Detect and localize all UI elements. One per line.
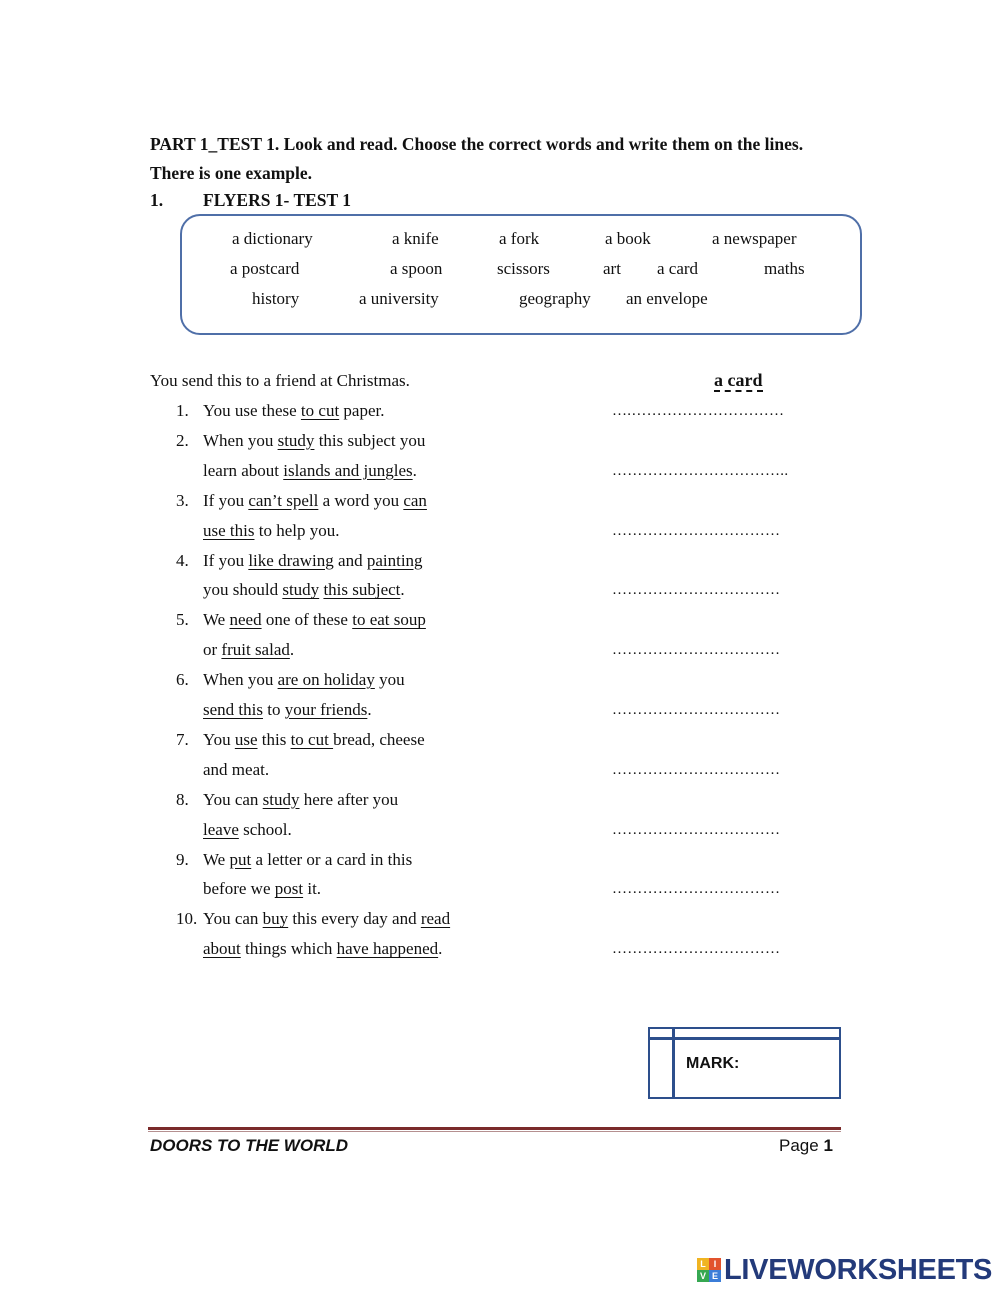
word-bank-item: a university	[359, 289, 439, 308]
question-number: 8.	[176, 789, 189, 809]
question-text: school.	[238, 819, 292, 839]
question-text-line	[203, 820, 292, 840]
question-text-line	[203, 431, 425, 451]
question-number: 10.	[176, 909, 198, 929]
question-text-line	[203, 401, 385, 421]
section-number: 1.	[150, 190, 164, 210]
question-text: things which	[240, 939, 337, 959]
question-number: 9.	[176, 849, 189, 869]
keyword-underlined: about	[203, 939, 241, 959]
keyword-underlined: have happened	[336, 939, 439, 959]
word-bank-item: art	[603, 259, 621, 278]
example-question: You send this to a friend at Christmas.	[150, 371, 410, 390]
question-text-line	[203, 850, 412, 870]
question-text-line	[203, 580, 405, 600]
question-text: bread, cheese	[333, 729, 425, 749]
question-text: .	[438, 939, 443, 959]
question-number: 6.	[176, 670, 189, 690]
liveworksheets-wordmark: LIVEWORKSHEETS	[724, 1253, 993, 1286]
keyword-underlined: this subject	[323, 580, 401, 600]
question-text-line	[203, 640, 294, 660]
keyword-underlined: use	[234, 729, 258, 749]
question-text: and meat.	[203, 759, 270, 779]
question-text: a letter or a card in this	[251, 849, 413, 869]
keyword-underlined: leave	[203, 819, 239, 839]
example-answer: a card	[714, 370, 763, 390]
question-text: .	[412, 460, 417, 480]
keyword-underlined: can’t spell	[248, 490, 319, 510]
keyword-underlined: send this	[203, 700, 263, 719]
keyword-underlined: are on holiday	[277, 670, 375, 690]
answer-blank[interactable]: ……………………………	[612, 761, 781, 778]
answer-blank[interactable]: ……………………………	[612, 941, 781, 958]
footer-title: DOORS TO THE WORLD	[150, 1136, 349, 1155]
question-text: You can	[203, 789, 263, 809]
liveworksheets-icon	[697, 1258, 721, 1282]
question-text: to help you.	[254, 520, 340, 540]
question-text-line	[203, 909, 450, 929]
word-bank-item: a book	[605, 229, 651, 248]
word-bank-item: a dictionary	[232, 229, 313, 248]
answer-blank[interactable]: ……………………………	[612, 522, 781, 539]
page-label: Page	[779, 1136, 819, 1155]
question-text-line	[203, 521, 339, 541]
keyword-underlined: fruit salad	[221, 640, 290, 660]
question-text: .	[367, 700, 372, 719]
question-number: 7.	[176, 729, 189, 749]
mark-box-top-rule	[650, 1037, 839, 1040]
answer-blank[interactable]: ……………………………	[612, 582, 781, 599]
question-number: 1.	[176, 401, 189, 420]
keyword-underlined: buy	[262, 909, 289, 929]
word-bank-item: a newspaper	[712, 229, 797, 248]
footer-rule-thin	[148, 1131, 841, 1132]
question-text-line	[203, 879, 321, 899]
question-text: If you	[203, 550, 249, 570]
keyword-underlined: to cut	[290, 729, 334, 749]
question-text: this	[257, 729, 291, 749]
keyword-underlined: study	[262, 789, 300, 809]
logo-tile: L	[697, 1258, 709, 1270]
keyword-underlined: painting	[366, 550, 423, 570]
question-text: You can	[203, 909, 263, 929]
keyword-underlined: study	[277, 430, 315, 450]
question-text: We	[203, 849, 230, 869]
question-text: to	[262, 700, 285, 719]
question-text: this subject you	[314, 430, 426, 450]
question-number: 5.	[176, 610, 189, 630]
question-text: one of these	[261, 610, 353, 630]
question-text: When you	[203, 430, 278, 450]
question-text-line	[203, 670, 405, 690]
question-text: you	[374, 670, 405, 690]
keyword-underlined: study	[282, 580, 320, 600]
keyword-underlined: islands and jungles	[283, 460, 413, 480]
keyword-underlined: need	[229, 610, 262, 630]
word-bank-item: maths	[764, 259, 805, 278]
section-title: FLYERS 1- TEST 1	[203, 190, 352, 210]
word-bank-item: an envelope	[626, 289, 708, 308]
question-text: We	[203, 610, 230, 630]
keyword-underlined: put	[229, 849, 252, 869]
logo-tile: E	[709, 1270, 721, 1282]
keyword-underlined: can	[403, 490, 427, 510]
keyword-underlined: like drawing	[248, 550, 334, 570]
question-text: You use these	[203, 401, 301, 420]
question-text-line	[203, 730, 425, 750]
liveworksheets-logo[interactable]	[697, 1255, 992, 1285]
question-text: and	[333, 550, 367, 570]
keyword-underlined: post	[274, 879, 304, 899]
word-bank-item: geography	[519, 289, 591, 308]
question-number: 3.	[176, 490, 189, 510]
answer-blank[interactable]: ……………………………	[612, 821, 781, 838]
question-text-line	[203, 610, 426, 630]
question-text-line	[203, 790, 398, 810]
question-text: a word you	[318, 490, 404, 510]
question-text-line	[203, 700, 372, 720]
keyword-underlined: use this	[203, 520, 255, 540]
question-text-line	[203, 461, 417, 481]
word-bank-item: a card	[657, 259, 699, 278]
word-bank-box	[180, 214, 862, 335]
mark-box	[648, 1027, 841, 1099]
word-bank-item: scissors	[497, 259, 550, 278]
question-text: When you	[203, 670, 278, 690]
question-text: If you	[203, 490, 249, 510]
question-text: .	[289, 640, 295, 660]
keyword-underlined: your friends	[284, 700, 368, 719]
keyword-underlined: read	[420, 909, 451, 929]
keyword-underlined: to eat soup	[352, 610, 426, 630]
answer-blank[interactable]: ….…………………………	[612, 403, 785, 419]
keyword-underlined: to cut	[300, 401, 340, 420]
question-text: this every day and	[288, 909, 421, 929]
question-text: you should	[203, 580, 283, 600]
page-number	[779, 1136, 833, 1156]
mark-label: MARK:	[686, 1055, 740, 1072]
question-text-line	[203, 491, 427, 511]
word-bank-item: a postcard	[230, 259, 300, 278]
question-text-line	[203, 551, 423, 571]
page-number-value: 1	[823, 1136, 833, 1155]
answer-blank[interactable]: ……………………………	[612, 881, 781, 898]
word-bank-item: a fork	[499, 229, 540, 248]
logo-tile: V	[697, 1270, 709, 1282]
word-bank-item: a spoon	[390, 259, 443, 278]
logo-tile: I	[709, 1258, 721, 1270]
footer-rule	[148, 1127, 841, 1130]
question-number: 4.	[176, 550, 189, 570]
answer-blank[interactable]: ……………………………	[612, 702, 781, 718]
question-text: learn about	[203, 460, 284, 480]
question-text: it.	[303, 879, 322, 899]
question-number: 2.	[176, 430, 189, 450]
word-bank-item: a knife	[392, 229, 439, 248]
answer-blank[interactable]: ……………………………..	[612, 462, 789, 479]
question-text: .	[400, 580, 405, 600]
answer-blank[interactable]: ……………………………	[612, 642, 781, 659]
question-text-line	[203, 939, 442, 959]
question-text: or	[203, 640, 222, 660]
question-text: here after you	[299, 789, 399, 809]
question-text-line	[203, 760, 269, 780]
question-text: paper.	[339, 401, 385, 420]
word-bank-item: history	[252, 289, 300, 308]
instructions: PART 1_TEST 1. Look and read. Choose the correct words and write them on the lines. There is one example.	[150, 134, 804, 183]
question-text: You	[203, 729, 235, 749]
question-text: before we	[203, 879, 275, 899]
